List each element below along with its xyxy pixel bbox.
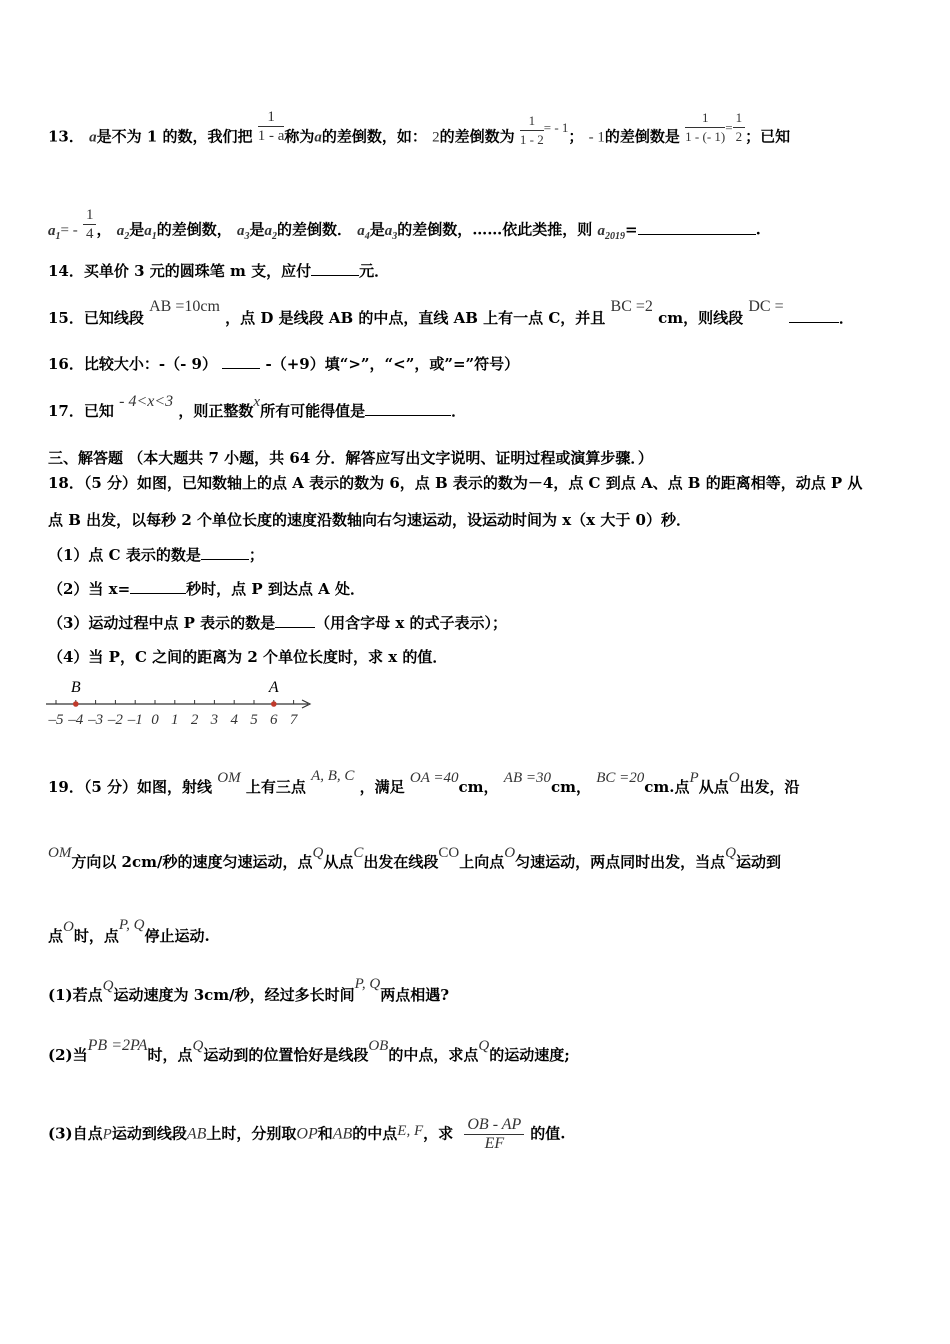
text: (1)若点 [48,986,103,1004]
eq: = [625,220,638,239]
frac-num: 1 [83,206,97,225]
var-a4: $a_4$ [357,222,370,242]
text: （用含字母 x 的式子表示）； [315,614,508,632]
text: 的差倒数是 [604,127,680,146]
text: cm， [458,778,499,796]
text: cm， [550,778,591,796]
text: 秒时，点 P 到达点 A 处． [186,580,365,598]
q18-part2 [48,579,365,599]
text: 出发在线段 [363,853,439,871]
text: 停止运动. [144,927,210,945]
text: 运动到的位置恰好是线段 [203,1046,369,1064]
q17 [48,393,467,422]
answer-blank[interactable] [130,579,186,594]
fraction-1-over-2 [733,109,746,146]
text: 两点相遇? [380,986,449,1004]
fraction-1-over-1-neg1 [685,109,725,146]
subscript: 2019 [605,230,625,242]
math-ab: AB =30 [503,770,551,786]
label-A: A [268,679,279,696]
tick-label: 3 [210,712,219,728]
label-B: B [70,679,81,696]
tick-label: 5 [250,712,258,728]
text: 是 [249,220,265,239]
tick-label: 1 [171,712,179,728]
text: 匀速运动，两点同时出发，当点 [515,853,726,871]
math-abc: A, B, C [311,768,355,784]
frac-den: 4 [85,226,94,242]
text: cm.点 [644,778,690,796]
eq: = [725,119,733,135]
text: 元． [359,262,390,280]
text: 是 [129,220,145,239]
answer-blank[interactable] [365,401,451,416]
text: 19．（5 分）如图，射线 [48,778,213,796]
answer-blank[interactable] [201,545,249,560]
tick-label: –5 [48,712,64,728]
frac-den: 1 - a [257,128,285,144]
math-pb-2pa: PB =2PA [87,1037,148,1054]
text: 时，点 [73,927,119,945]
text: (3)自点 [48,1124,103,1143]
q18-part4: （4）当 P，C 之间的距离为 2 个单位长度时，求 x 的值． [48,648,448,666]
q18-part3 [48,613,507,633]
number-line [42,678,322,730]
text: 16．比较大小：-（- 9） [48,355,217,373]
math-ob: OB [368,1038,389,1054]
text: 的值. [530,1124,566,1143]
text: （2）当 x= [48,580,131,598]
tick-label: 7 [289,712,298,728]
text: 的差倒数， [156,220,232,239]
text: 的差倒数，如： [321,127,427,146]
text: 称为 [284,127,315,146]
text: 出发，沿 [739,778,800,796]
var-a2: $a_2$ [264,222,277,242]
frac-den: EF [484,1135,505,1152]
math-dc: DC = [748,298,784,315]
fraction-1-over-4 [83,206,97,243]
math-bc: BC =20 [596,770,645,786]
number-2: 2 [432,129,440,146]
q19-sub2 [48,1037,570,1066]
point-A [271,701,277,707]
frac-den: 1 - 2 [519,132,544,147]
var-q: Q [312,845,324,861]
q19-line1 [48,768,800,798]
var-x: x [253,394,261,410]
math-pq: P, Q [118,917,145,933]
text: ，求 [423,1124,454,1143]
var-a3: $a_3$ [384,222,398,242]
text: ；已知 [745,127,791,146]
var-a2019: $a_{2019}$ [597,222,625,242]
eq: = - [60,222,78,239]
text: 所有可能得值是 [260,402,366,420]
text: ，点 D 是线段 AB 的中点，直线 AB 上有一点 C，并且 [225,309,606,327]
tick-label: –3 [88,712,104,728]
text: 和 [317,1124,333,1143]
text: 的差倒数，……依此类推，则 [397,220,593,239]
text: 的运动速度; [489,1046,570,1064]
q18-part1 [48,545,264,565]
point-B [73,701,79,707]
text: 的中点 [352,1124,398,1143]
frac-den: 2 [735,129,743,144]
var-p: P [102,1126,112,1143]
section-heading: 三、解答题 （本大题共 7 小题，共 64 分．解答应写出文字说明、证明过程或演算步骤．） [48,449,653,467]
answer-blank[interactable] [275,613,315,628]
text: 运动到 [735,853,781,871]
text: 上有三点 [245,778,306,796]
text: 是不为 1 的数，我们把 [96,127,253,146]
math-ef: E, F [397,1122,424,1139]
q19-line2 [48,845,781,873]
frac-num: OB - AP [464,1116,524,1135]
answer-blank[interactable] [789,308,839,323]
math-ab: AB [186,1125,207,1143]
tick-label: –2 [107,712,123,728]
math-om: OM [217,770,241,786]
text: 17．已知 [48,402,114,420]
q15 [48,298,854,329]
text: 是 [369,220,385,239]
fraction-1-over-1-2 [520,112,544,149]
var-o: O [504,845,516,861]
math-ineq: - 4<x<3 [119,393,174,410]
var-a1: $a_1$ [144,222,157,242]
text: 14．买单价 3 元的圆珠笔 m 支，应付 [48,262,312,280]
text: ． [451,402,467,420]
text: 时，点 [147,1046,193,1064]
text: （3）运动过程中点 P 表示的数是 [48,614,276,632]
frac-num: 1 [685,109,725,128]
math-oa: OA =40 [409,770,459,786]
text: -（+9）填“>”，“<”，或”=”符号） [265,355,520,373]
text: ，满足 [359,778,405,796]
text: 上时，分别取 [206,1124,297,1143]
math-op: OP [296,1125,318,1143]
answer-blank[interactable] [638,220,756,235]
sep: ； [568,127,584,146]
frac-den: 1 - (- 1) [685,129,726,144]
var-p: P [689,770,699,786]
math-co: CO [438,845,460,861]
math-pq: P, Q [354,976,381,992]
answer-blank[interactable] [222,354,260,369]
math-ab: AB =10cm [149,298,220,315]
text: 从点 [698,778,729,796]
var-o: O [728,770,740,786]
text: 15．已知线段 [48,309,144,327]
text: 从点 [323,853,354,871]
fraction-ob-ap-over-ef [464,1116,524,1153]
var-a1: $a_1$ [48,222,61,242]
text: (2)当 [48,1046,88,1064]
tick-label: 6 [270,712,278,728]
question-number: 13． [48,127,84,146]
fraction-1-over-1-a [258,108,285,145]
var-a: a [314,129,322,146]
q19-sub1 [48,976,449,1006]
text: 的差倒数． [276,220,352,239]
var-a2: $a_2$ [116,222,130,242]
math-om: OM [48,845,72,861]
math-ab: AB [332,1125,353,1143]
var-q: Q [725,845,736,861]
text: ，则正整数 [178,402,254,420]
q18-line1: 18．（5 分）如图，已知数轴上的点 A 表示的数为 6，点 B 表示的数为－4，点 C 到点 A、点 B 的距离相等，动点 P 从 [48,474,863,492]
number-neg1: - 1 [588,129,605,146]
text: 方向以 2cm/秒的速度匀速运动，点 [71,853,313,871]
tick-label: 0 [151,712,159,728]
q18-line2: 点 B 出发，以每秒 2 个单位长度的速度沿数轴向右匀速运动，设运动时间为 x（x 大于 0）秒． [48,511,691,529]
text: 上向点 [459,853,505,871]
text: 的差倒数为 [439,127,515,146]
var-q: Q [478,1038,490,1054]
q13-line2: $a_1=$ - $\frac{1}{4}$ ， $a_2$是$a_1$的差倒数， $a_3$是$a_2$的差倒数． $a_4$是$a_3$的差倒数，……依此类推，则 $a_{2019}=$ . [48,207,761,242]
var-c: C [353,845,364,861]
math-bc: BC =2 [610,298,653,315]
q19-line3 [48,917,210,947]
text: ． [838,309,854,327]
result: = - 1 [543,119,569,135]
text: 运动到线段 [111,1124,187,1143]
var-a: a [89,129,97,146]
tick-label: 4 [230,712,238,728]
frac-num: 1 [258,108,285,127]
tick-label: 2 [190,712,199,728]
text: 运动速度为 3cm/秒，经过多长时间 [113,986,355,1004]
var-q: Q [192,1038,204,1054]
text: （1）点 C 表示的数是 [48,546,201,564]
q16 [48,354,519,374]
answer-blank[interactable] [311,261,359,276]
frac-num: 1 [733,109,746,128]
tick-label: –4 [68,712,84,728]
var-a3: $a_3$ [236,222,250,242]
q19-sub3 [48,1116,566,1153]
var-o: O [63,919,74,935]
text: ； [248,546,264,564]
q13-line1 [48,109,791,149]
text: cm，则线段 [658,309,744,327]
text: 的中点，求点 [388,1046,479,1064]
sep: ， [96,220,112,239]
text: 点 [48,927,64,945]
frac-num: 1 [520,112,544,131]
var-q: Q [102,978,114,994]
q14 [48,261,389,281]
tick-label: –1 [127,712,143,728]
